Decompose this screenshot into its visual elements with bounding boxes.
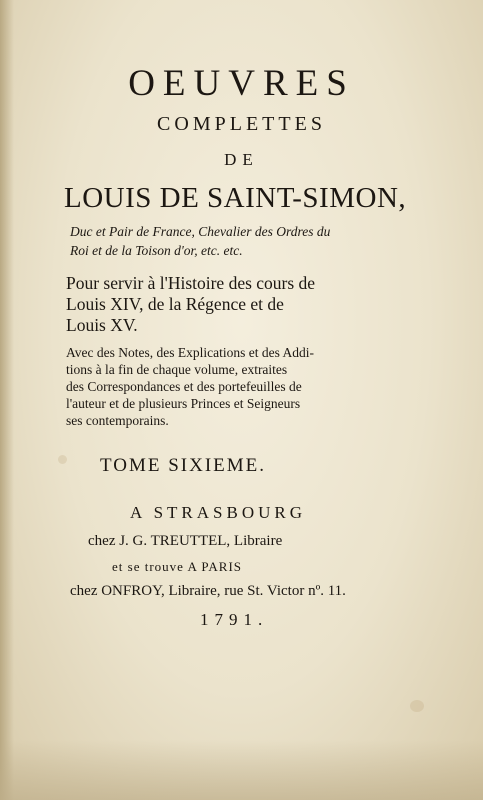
- notes-line: ses contemporains.: [66, 413, 169, 428]
- publisher-line: et se trouve A PARIS: [112, 559, 243, 574]
- page-bottom-shadow: [0, 740, 483, 800]
- publisher-line: chez ONFROY, Libraire, rue St. Victor nº. 11.: [70, 583, 346, 599]
- notes-line: des Correspondances et des portefeuilles de: [66, 379, 302, 394]
- notes-line: tions à la fin de chaque volume, extraites: [66, 362, 288, 377]
- purpose-line: Louis XV.: [66, 315, 138, 335]
- foxing-spot: [58, 455, 67, 464]
- notes-line: Avec des Notes, des Explications et des Addi-: [66, 345, 314, 360]
- volume-label: TOME SIXIEME.: [100, 455, 267, 476]
- purpose-line: Louis XIV, de la Régence et de: [66, 294, 284, 314]
- subheading: COMPLETTES: [157, 113, 326, 135]
- author-name: LOUIS DE SAINT-SIMON,: [64, 182, 407, 214]
- publication-year: 1791.: [200, 610, 269, 629]
- notes-line: l'auteur et de plusieurs Princes et Seigneurs: [66, 396, 301, 411]
- publisher-line: chez J. G. TREUTTEL, Libraire: [88, 533, 283, 549]
- author-titles-line: Roi et de la Toison d'or, etc. etc.: [70, 243, 243, 258]
- foxing-spot: [410, 700, 424, 712]
- imprint-city: A STRASBOURG: [130, 503, 307, 522]
- preposition: DE: [224, 150, 259, 169]
- purpose-line: Pour servir à l'Histoire des cours de: [66, 273, 316, 293]
- author-titles-line: Duc et Pair de France, Chevalier des Ordres du: [70, 224, 331, 239]
- heading: OEUVRES: [128, 63, 355, 104]
